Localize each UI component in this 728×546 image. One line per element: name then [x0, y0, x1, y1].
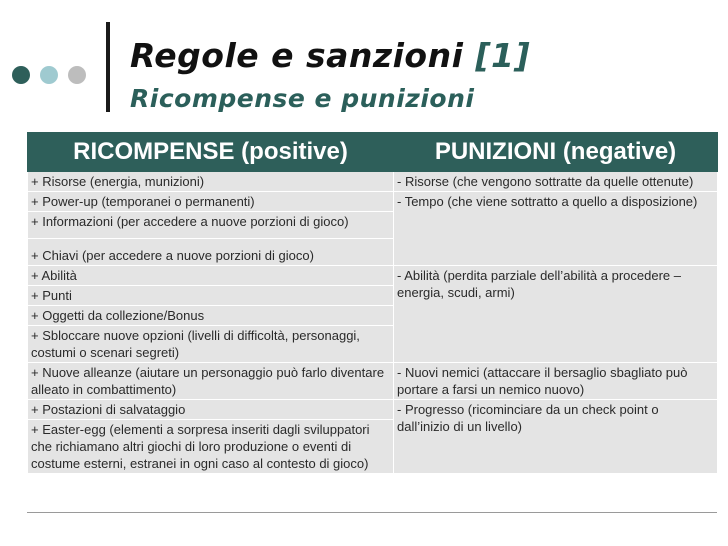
- table-row: [28, 363, 718, 400]
- table-row: [28, 192, 718, 212]
- punishment-cell: - Progresso (ricominciare da un check point o dall’inizio di un livello): [394, 400, 718, 474]
- reward-cell: + Risorse (energia, munizioni): [28, 172, 394, 192]
- table-header-row: [28, 133, 718, 172]
- reward-cell: + Nuove alleanze (aiutare un personaggio può farlo diventare alleato in combattimento): [28, 363, 394, 400]
- reward-cell: + Oggetti da collezione/Bonus: [28, 306, 394, 326]
- reward-cell: + Power-up (temporanei o permanenti): [28, 192, 394, 212]
- header-punishments: PUNIZIONI (negative): [394, 133, 718, 172]
- punishment-cell: - Nuovi nemici (attaccare il bersaglio sbagliato può portare a farsi un nemico nuovo): [394, 363, 718, 400]
- dot-gray-icon: [68, 66, 86, 84]
- slide-subtitle: Ricompense e punizioni: [130, 84, 475, 113]
- title-divider: [106, 22, 110, 112]
- punishment-cell: - Tempo (che viene sottratto a quello a disposizione): [394, 192, 718, 266]
- slide-title: [130, 36, 530, 75]
- slide-title-reference: [1]: [475, 36, 531, 75]
- reward-cell: + Chiavi (per accedere a nuove porzioni di gioco): [28, 239, 394, 266]
- table-row: [28, 266, 718, 286]
- header-rewards: RICOMPENSE (positive): [28, 133, 394, 172]
- dot-dark-icon: [12, 66, 30, 84]
- decorative-dots: [12, 66, 86, 84]
- table-bottom-rule: [27, 512, 717, 513]
- table-row: [28, 172, 718, 192]
- punishment-cell: - Abilità (perdita parziale dell’abilità a procedere – energia, scudi, armi): [394, 266, 718, 363]
- reward-cell: + Punti: [28, 286, 394, 306]
- reward-cell: + Postazioni di salvataggio: [28, 400, 394, 420]
- reward-cell: + Abilità: [28, 266, 394, 286]
- slide-title-text: Regole e sanzioni: [130, 36, 464, 75]
- punishment-cell: - Risorse (che vengono sottratte da quelle ottenute): [394, 172, 718, 192]
- dot-light-icon: [40, 66, 58, 84]
- reward-cell: + Sbloccare nuove opzioni (livelli di difficoltà, personaggi, costumi o scenari segreti): [28, 326, 394, 363]
- reward-cell: + Informazioni (per accedere a nuove porzioni di gioco): [28, 212, 394, 239]
- table-row: [28, 400, 718, 420]
- rewards-punishments-table: [27, 132, 718, 474]
- reward-cell: + Easter-egg (elementi a sorpresa inseriti dagli sviluppatori che richiamano altri giochi di loro produzione o eventi di costume esterni, estranei in ogni caso al contesto di gioco): [28, 420, 394, 474]
